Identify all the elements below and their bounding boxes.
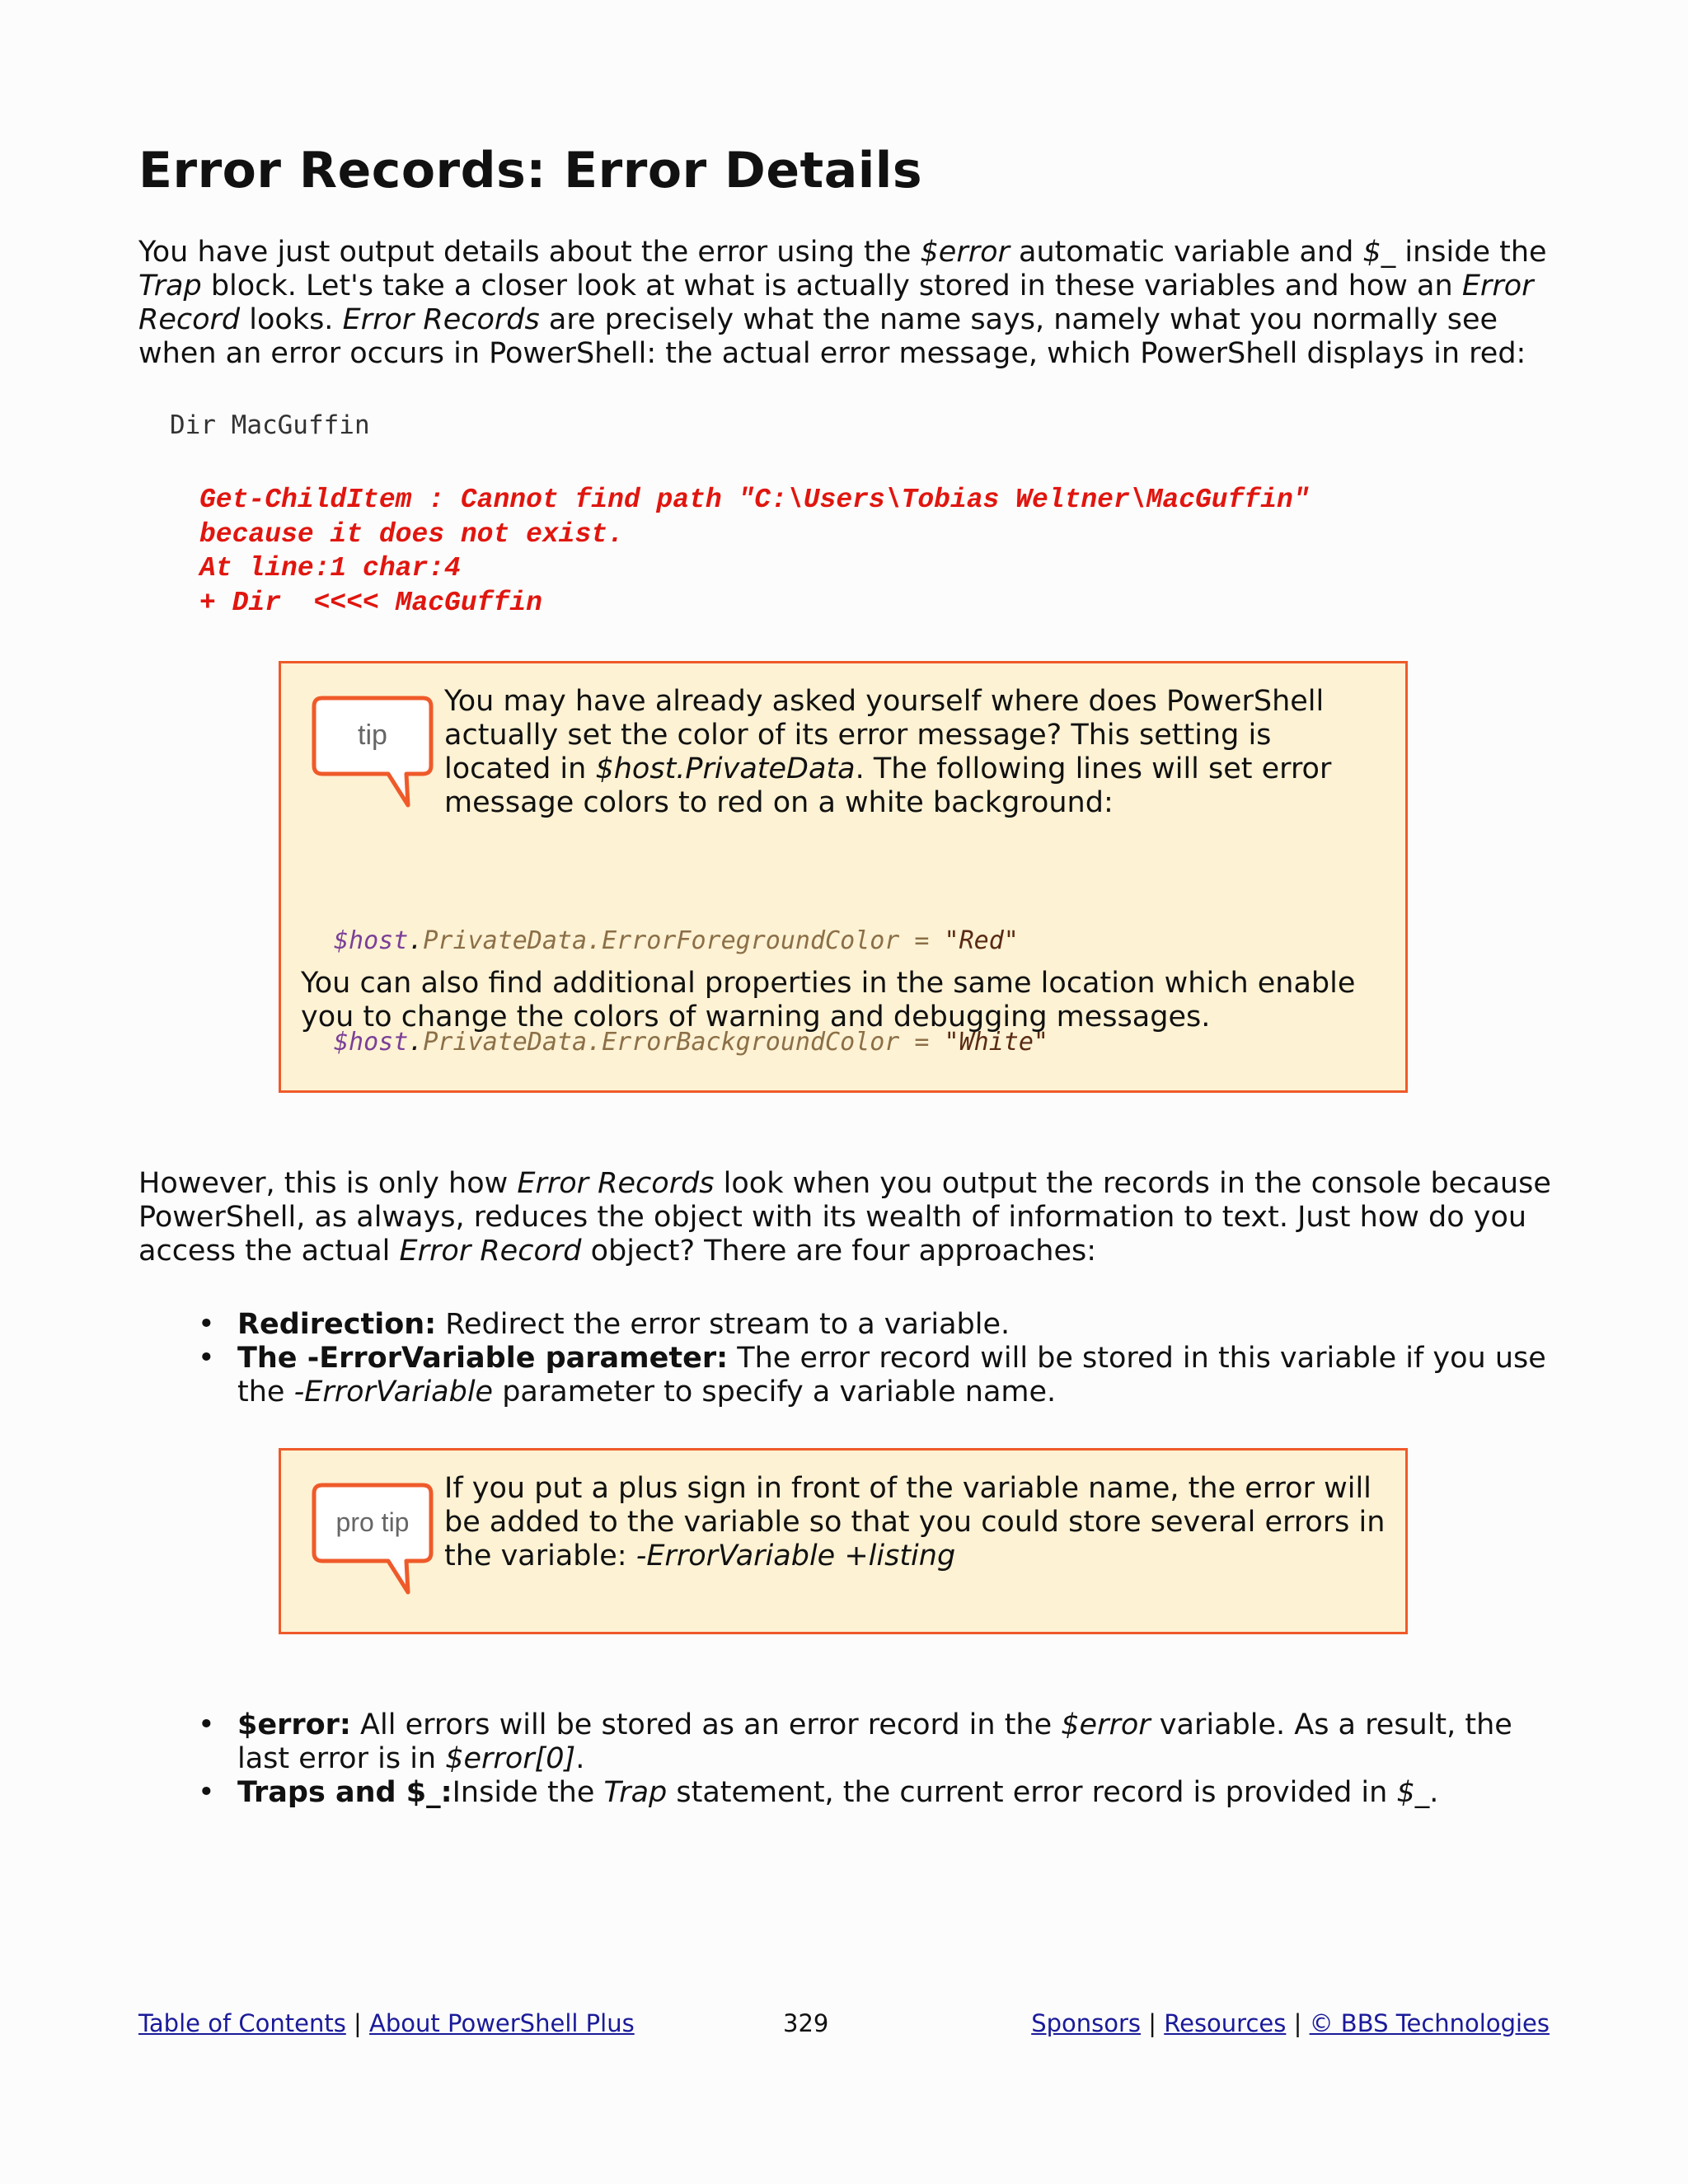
list-item-emph: $error[0] (445, 1742, 576, 1775)
bullet-icon: • (198, 1308, 215, 1341)
para-text: look when you output the records in the console because PowerShell, as always, reduces the object with its wealth of information to text. Just how do you access the actual (138, 1167, 1551, 1268)
protip-text (444, 1472, 1386, 1573)
resources-link[interactable]: Resources (1164, 2009, 1287, 2037)
intro-emph: $error (920, 236, 1010, 269)
list-item-text: variable. As a result, the last error is in (237, 1708, 1512, 1775)
list-item-emph: $error (1061, 1708, 1151, 1741)
code-prop: PrivateData.ErrorForegroundColor (423, 926, 900, 955)
code-dot: . (408, 1028, 424, 1057)
intro-text: block. Let's take a closer look at what is actually stored in these variables and how an (201, 269, 1462, 302)
tip-emph: $host.PrivateData (595, 752, 856, 785)
intro-text: You have just output details about the error using the (138, 236, 921, 269)
list-item-text: Inside the (452, 1776, 604, 1809)
footer-separator: | (1286, 2009, 1310, 2037)
intro-text: are precisely what the name says, namely what you normally see when an error occurs in PowerShell: the actual error message, which PowerShell displays in red: (138, 303, 1526, 370)
code-string: "White" (944, 1028, 1048, 1057)
intro-emph: Trap (138, 269, 202, 302)
code-string: "Red" (944, 926, 1019, 955)
approaches-paragraph (138, 1167, 1556, 1268)
intro-text: automatic variable and (1009, 236, 1363, 269)
footer-left (138, 2005, 635, 2041)
footer-separator: | (345, 2009, 370, 2037)
tip-text-part: You may have already asked yourself where does PowerShell actually set the color of its error message? This setting is located in (444, 685, 1325, 785)
tip-box (279, 661, 1408, 1093)
para-emph: Error Records (517, 1167, 715, 1200)
protip-bubble-icon (311, 1482, 434, 1597)
list-item-text: All errors will be stored as an error record in the (350, 1708, 1062, 1741)
approaches-list-2 (138, 1708, 1556, 1810)
error-line: because it does not exist. (199, 518, 624, 550)
error-line: At line:1 char:4 (199, 553, 461, 583)
list-item-text: statement, the current error record is provided in (667, 1776, 1397, 1809)
command-example: Dir MacGuffin (170, 410, 370, 440)
intro-emph: Error Record (138, 269, 1534, 336)
error-line: Get-ChildItem : Cannot find path "C:\Users\Tobias Weltner\MacGuffin" (199, 485, 1310, 515)
bullet-icon: • (198, 1708, 215, 1741)
tip-badge-label: tip (358, 719, 387, 751)
approaches-list-1 (138, 1308, 1556, 1409)
list-item-text: Redirect the error stream to a variable. (436, 1308, 1010, 1341)
footer-right (1031, 2005, 1550, 2041)
protip-badge-label: pro tip (335, 1507, 410, 1537)
tip-text (444, 685, 1386, 820)
list-item-text: parameter to specify a variable name. (493, 1376, 1057, 1408)
list-item-title: The -ErrorVariable parameter: (237, 1342, 729, 1375)
page-title: Error Records: Error Details (138, 142, 923, 199)
list-item (138, 1342, 1556, 1409)
code-var: $host (334, 926, 409, 955)
page-number: 329 (783, 2009, 829, 2037)
about-powershell-plus-link[interactable]: About PowerShell Plus (369, 2009, 635, 2037)
list-item-emph: -ErrorVariable (293, 1376, 494, 1408)
tip-bubble-icon (311, 695, 434, 810)
page-footer (138, 2005, 1550, 2041)
list-item-title: $error: (237, 1708, 351, 1741)
tip-text-part: . The following lines will set error message colors to red on a white background: (444, 752, 1332, 819)
error-line: + Dir <<<< MacGuffin (199, 587, 542, 618)
code-eq: = (899, 926, 945, 955)
protip-box (279, 1448, 1408, 1634)
protip-emph: -ErrorVariable +listing (635, 1540, 956, 1572)
list-item-text: . (575, 1742, 585, 1775)
para-text: object? There are four approaches: (581, 1235, 1097, 1268)
intro-text: inside the (1395, 236, 1547, 269)
list-item (138, 1308, 1556, 1342)
list-item (138, 1776, 1556, 1810)
list-item-text: The error record will be stored in this variable if you use the (237, 1342, 1546, 1408)
code-prop: PrivateData.ErrorBackgroundColor (423, 1028, 900, 1057)
protip-text-part: If you put a plus sign in front of the variable name, the error will be added to the variable so that you could store several errors in the variable: (444, 1472, 1386, 1572)
footer-separator: | (1141, 2009, 1165, 2037)
list-item-emph: Trap (603, 1776, 668, 1809)
tip-after-text: You can also find additional properties in the same location which enable you to change the colors of warning and debugging messages. (301, 967, 1356, 1033)
intro-paragraph (138, 236, 1556, 371)
list-item-emph: $_ (1396, 1776, 1430, 1809)
intro-text: looks. (240, 303, 343, 336)
sponsors-link[interactable]: Sponsors (1031, 2009, 1142, 2037)
copyright-link[interactable]: © BBS Technologies (1309, 2009, 1550, 2037)
error-output (199, 483, 1310, 620)
bullet-icon: • (198, 1776, 215, 1809)
para-emph: Error Record (399, 1235, 582, 1268)
intro-emph: $_ (1362, 236, 1396, 269)
code-var: $host (334, 1028, 409, 1057)
list-item-title: Traps and $_: (237, 1776, 452, 1809)
list-item (138, 1708, 1556, 1776)
para-text: However, this is only how (138, 1167, 518, 1200)
code-eq: = (899, 1028, 945, 1057)
toc-link[interactable]: Table of Contents (138, 2009, 346, 2037)
list-item-title: Redirection: (237, 1308, 437, 1341)
code-line (334, 924, 1048, 958)
list-item-text: . (1429, 1776, 1439, 1809)
code-dot: . (408, 926, 424, 955)
bullet-icon: • (198, 1342, 215, 1375)
intro-emph: Error Records (342, 303, 540, 336)
